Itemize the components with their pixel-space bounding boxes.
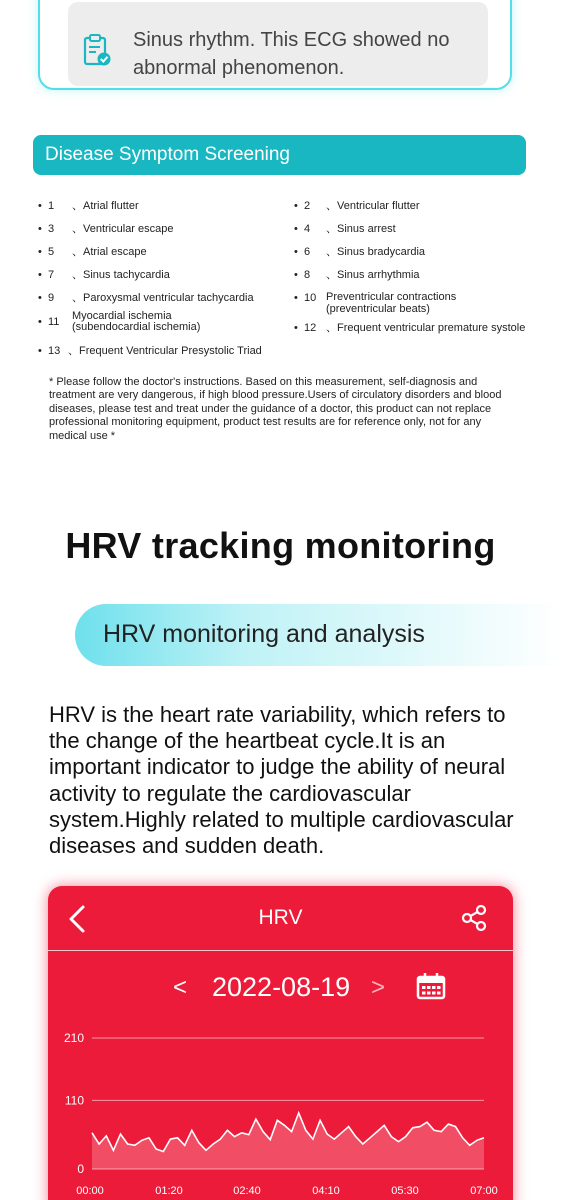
hrv-description: HRV is the heart rate variability, which refers to the change of the heartbeat cycle.It is an important indicator to judge the ability of neural activity to regulate the cardiovascular system.Highly related to multiple cardiovascular diseases and sudden death. bbox=[49, 702, 514, 859]
x-tick-label: 02:40 bbox=[233, 1185, 261, 1197]
disease-item: • 11 Myocardial ischemia (subendocardial ischemia) bbox=[38, 316, 70, 328]
disease-item: • 8 、Sinus arrhythmia bbox=[294, 269, 326, 281]
disease-number: 9 bbox=[48, 292, 55, 304]
disease-label: Myocardial ischemia (subendocardial ischemia) bbox=[72, 310, 201, 333]
disease-item: • 13 、Frequent Ventricular Presystolic Triad bbox=[38, 345, 70, 357]
chart-x-axis bbox=[76, 1185, 498, 1197]
disease-number: 12 bbox=[304, 322, 317, 334]
disease-item: • 12 、Frequent ventricular premature systole bbox=[294, 322, 326, 334]
y-tick-label: 110 bbox=[64, 1093, 84, 1108]
disease-label: 、Paroxysmal ventricular tachycardia bbox=[72, 292, 254, 304]
next-date-button[interactable]: > bbox=[371, 974, 386, 1001]
date-label: 2022-08-19 bbox=[212, 972, 351, 1002]
disclaimer-text: * Please follow the doctor's instructions. Based on this measurement, self-diagnosis and treatment are very dangerous, if high blood pressure.Users of circulatory disorders and blood diseases, please test and treat under the guidance of a doctor, this product can not replace professional monitoring equipment, product test results are for reference only, not for any medical use * bbox=[49, 376, 502, 442]
calendar-icon[interactable] bbox=[416, 972, 446, 1000]
disease-label: 、Ventricular escape bbox=[72, 223, 174, 235]
disease-number: 13 bbox=[48, 345, 61, 357]
disease-list bbox=[38, 198, 538, 360]
section-pill bbox=[75, 604, 561, 666]
share-icon[interactable] bbox=[460, 904, 488, 932]
disease-item: • 7 、Sinus tachycardia bbox=[38, 269, 70, 281]
disease-item: • 9 、Paroxysmal ventricular tachycardia bbox=[38, 292, 70, 304]
x-tick-label: 01:20 bbox=[155, 1185, 183, 1197]
x-tick-label: 00:00 bbox=[76, 1185, 104, 1197]
disease-number: 6 bbox=[304, 246, 311, 258]
disease-item: • 4 、Sinus arrest bbox=[294, 223, 326, 235]
ecg-result-card bbox=[38, 0, 512, 90]
ecg-result-text: Sinus rhythm. This ECG showed no abnormal phenomenon. bbox=[133, 29, 450, 79]
disease-label: 、Sinus bradycardia bbox=[326, 246, 426, 258]
card-title: HRV bbox=[258, 906, 303, 929]
disease-item: • 10 Preventricular contractions (preventricular beats) bbox=[294, 292, 326, 304]
disease-number: 1 bbox=[48, 200, 55, 212]
disease-item: • 5 、Atrial escape bbox=[38, 246, 70, 258]
disease-number: 4 bbox=[304, 223, 311, 235]
disease-item: • 2 、Ventricular flutter bbox=[294, 200, 326, 212]
disease-number: 3 bbox=[48, 223, 55, 235]
disease-label: 、Frequent ventricular premature systole bbox=[326, 322, 526, 334]
hrv-chart bbox=[48, 1016, 513, 1200]
disease-label: 、Atrial flutter bbox=[72, 200, 139, 212]
clipboard-check-icon bbox=[82, 34, 112, 68]
disease-item: • 6 、Sinus bradycardia bbox=[294, 246, 326, 258]
x-tick-label: 04:10 bbox=[312, 1185, 340, 1197]
section-pill-label: HRV monitoring and analysis bbox=[103, 620, 425, 648]
y-tick-label: 0 bbox=[77, 1162, 84, 1176]
disease-label: 、Atrial escape bbox=[72, 246, 147, 258]
hrv-app-card bbox=[48, 886, 513, 1200]
disease-number: 2 bbox=[304, 200, 311, 212]
header-divider bbox=[48, 950, 513, 951]
disease-number: 10 bbox=[304, 292, 317, 304]
screening-header: Disease Symptom Screening bbox=[33, 135, 526, 175]
disease-number: 11 bbox=[48, 316, 60, 328]
disease-label: 、Sinus arrest bbox=[326, 223, 396, 235]
ecg-result-box bbox=[68, 2, 488, 86]
disease-label: 、Sinus arrhythmia bbox=[326, 269, 420, 281]
disease-item: • 3 、Ventricular escape bbox=[38, 223, 70, 235]
chart-y-axis bbox=[64, 1031, 84, 1176]
disease-number: 7 bbox=[48, 269, 55, 281]
x-tick-label: 05:30 bbox=[391, 1185, 419, 1197]
disease-label: 、Sinus tachycardia bbox=[72, 269, 170, 281]
y-tick-label: 210 bbox=[63, 1031, 84, 1045]
x-tick-label: 07:00 bbox=[470, 1185, 498, 1197]
section-title: HRV tracking monitoring bbox=[65, 525, 496, 566]
disease-label: 、Ventricular flutter bbox=[326, 200, 420, 212]
disease-item: • 1 、Atrial flutter bbox=[38, 200, 70, 212]
disease-label: 、Frequent Ventricular Presystolic Triad bbox=[68, 345, 262, 357]
disease-number: 5 bbox=[48, 246, 55, 258]
previous-date-button[interactable]: < bbox=[173, 974, 188, 1001]
disease-number: 8 bbox=[304, 269, 311, 281]
disease-label: Preventricular contractions (preventricular beats) bbox=[326, 291, 457, 315]
